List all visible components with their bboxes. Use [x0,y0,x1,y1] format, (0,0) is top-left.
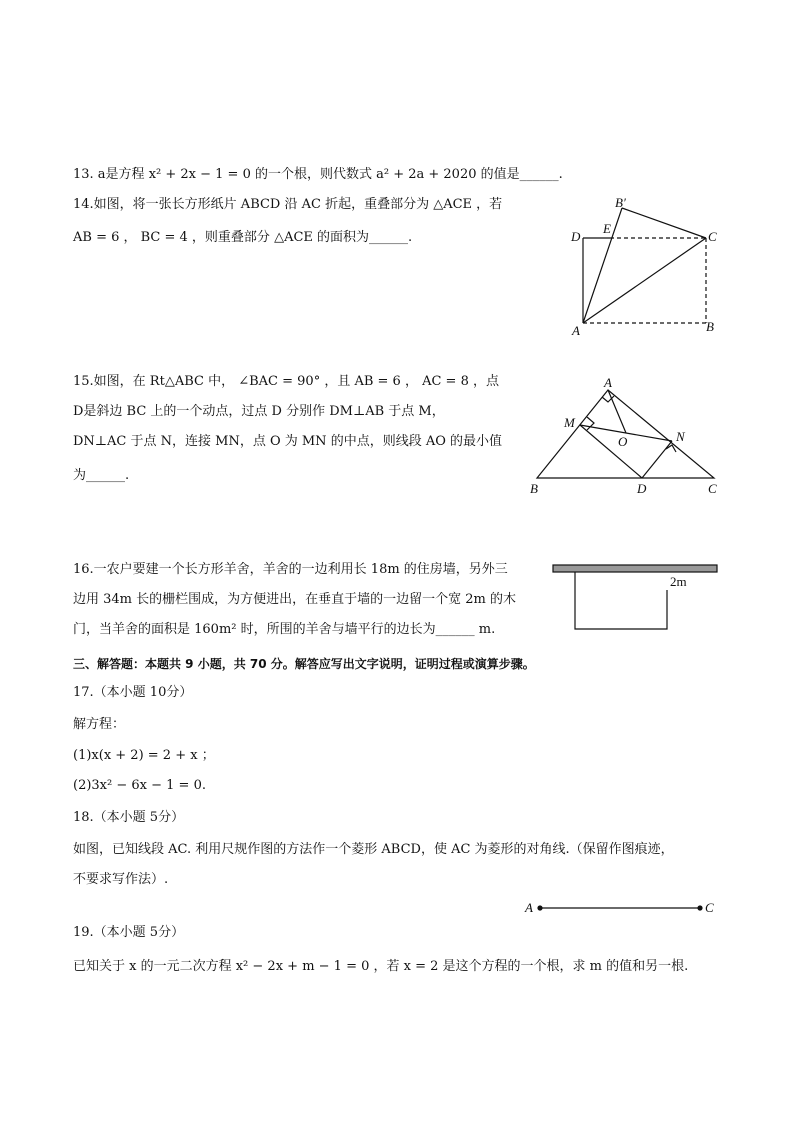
fig15-label-a: A [604,375,612,390]
fig14-label-b-prime: B′ [615,195,626,210]
question-15-line1: 15.如图，在 Rt△ABC 中， ∠BAC = 90° ，且 AB = 6 ， AC = 8 ，点 [73,374,499,389]
question-14-line1: 14.如图，将一张长方形纸片 ABCD 沿 AC 折起，重叠部分为 △ACE ，若 [73,197,503,212]
fig14-label-a: A [572,323,580,338]
question-17-part1: (1)x(x + 2) = 2 + x ； [73,748,215,763]
question-17-instruction: 解方程： [73,717,126,732]
fig14-label-e: E [603,221,611,236]
question-17-title: 17.（本小题 10分） [73,685,193,700]
fig16-door-label: 2m [670,574,687,589]
fig14-label-d: D [571,229,581,244]
question-18-title: 18.（本小题 5分） [73,810,185,825]
question-16-line3: 门，当羊舍的面积是 160m² 时，所围的羊舍与墙平行的边长为______ m. [73,622,496,637]
question-14-line2: AB = 6 ， BC = 4 ，则重叠部分 △ACE 的面积为______. [73,230,413,245]
fig14-label-c: C [708,229,717,244]
figure-16 [553,565,717,629]
section-3-heading: 三、解答题：本题共 9 小题，共 70 分。解答应写出文字说明，证明过程或演算步骤。 [73,657,535,671]
fig15-label-d: D [637,481,647,496]
question-19-title: 19.（本小题 5分） [73,925,185,940]
question-16-line2: 边用 34m 长的栅栏围成，为方便进出，在垂直于墙的一边留一个宽 2m 的木 [73,592,516,607]
fig18-label-a: A [525,900,533,915]
question-17-part2: (2)3x² − 6x − 1 = 0. [73,778,206,793]
fig15-label-n: N [676,429,685,444]
fig18-label-c: C [705,900,714,915]
question-18-line1: 如图，已知线段 AC. 利用尺规作图的方法作一个菱形 ABCD，使 AC 为菱形的对角线.（保留作图痕迹， [73,842,674,857]
question-15-line3: DN⊥AC 于点 N，连接 MN，点 O 为 MN 的中点，则线段 AO 的最小值 [73,434,503,449]
fig15-label-m: M [564,415,575,430]
question-18-line2: 不要求写作法）. [73,872,169,887]
question-16-line1: 16.一农户要建一个长方形羊舍，羊舍的一边利用长 18m 的住房墙，另外三 [73,562,508,577]
fig15-label-b: B [530,481,538,496]
question-15-line4: 为______. [73,468,130,483]
fig15-label-o: O [618,434,628,449]
question-15-line2: D是斜边 BC 上的一个动点，过点 D 分别作 DM⊥AB 于点 M， [73,404,445,419]
figure-14 [583,208,706,323]
figure-18 [538,906,702,910]
fig15-label-c: C [708,481,717,496]
fig14-label-b: B [706,319,714,334]
question-19-line1: 已知关于 x 的一元二次方程 x² − 2x + m − 1 = 0 ，若 x = 2 是这个方程的一个根，求 m 的值和另一根. [73,959,689,974]
question-13: 13. a是方程 x² + 2x − 1 = 0 的一个根，则代数式 a² + 2a + 2020 的值是______. [73,167,563,182]
